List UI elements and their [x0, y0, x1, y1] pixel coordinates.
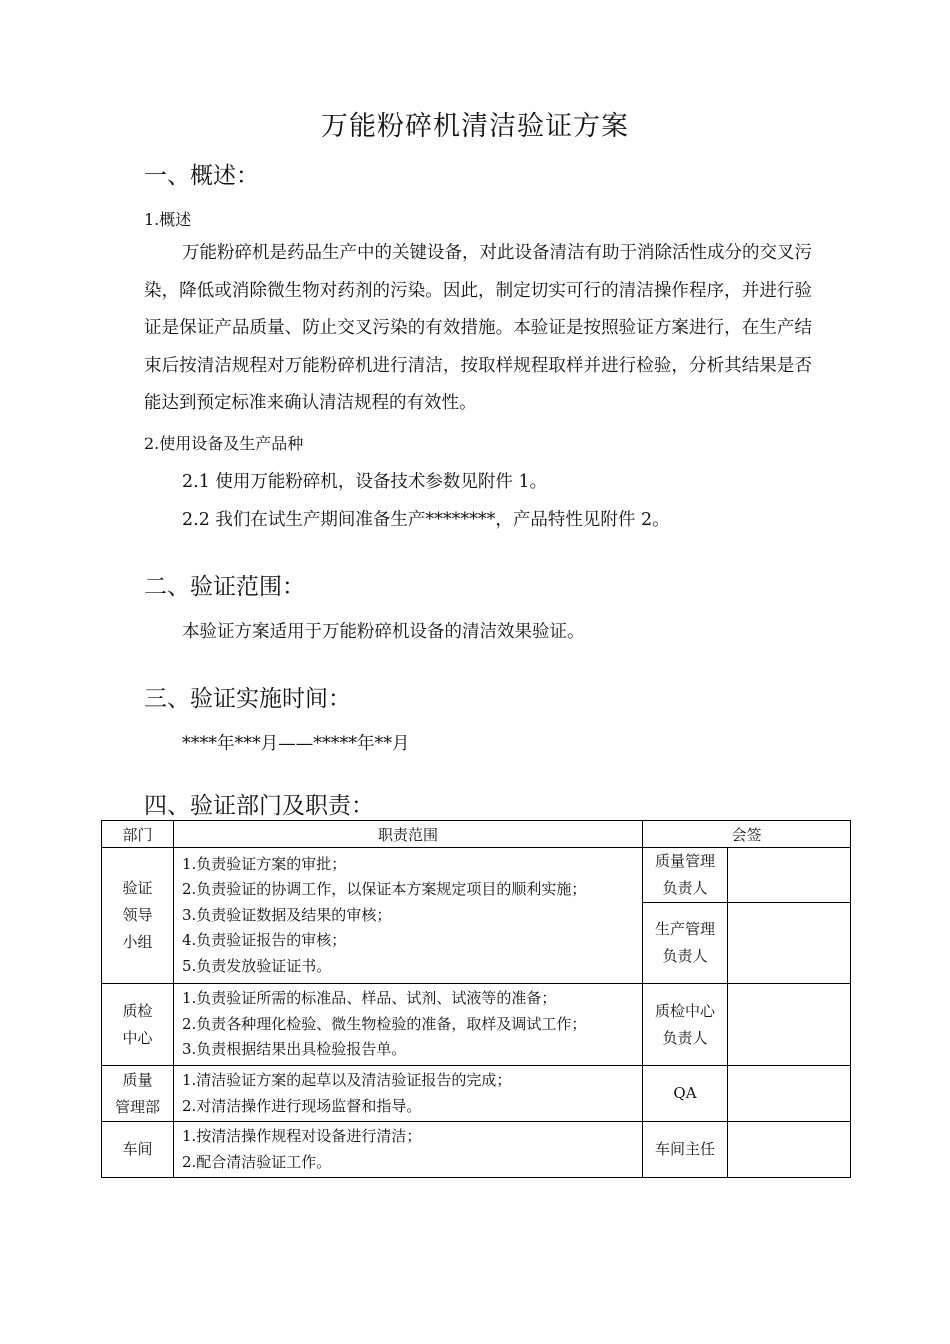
header-duties: 职责范围	[174, 821, 643, 848]
overview-paragraph	[144, 235, 812, 423]
dept-text: 质量	[122, 1070, 153, 1089]
signer-text: 车间主任	[654, 1140, 715, 1158]
dept-text: 管理部	[114, 1097, 160, 1116]
table-header-row	[102, 821, 851, 848]
dept-text: 领导	[122, 906, 153, 924]
dept-cell	[102, 1066, 174, 1122]
signature-blank	[728, 848, 851, 903]
signer-text: 生产管理	[654, 920, 715, 938]
duties-cell	[174, 1066, 643, 1122]
scope-text: 本验证方案适用于万能粉碎机设备的清洁效果验证。	[182, 622, 585, 642]
signer-cell	[643, 903, 728, 984]
section-heading-overview: 一、概述：	[144, 163, 259, 189]
dept-cell	[102, 848, 174, 984]
signer-cell	[643, 1066, 728, 1122]
duty-item: 3.负责验证数据及结果的审核；	[182, 905, 392, 924]
dept-text: 中心	[122, 1028, 153, 1047]
duties-cell	[174, 1122, 643, 1178]
dept-text: 质检	[122, 1001, 153, 1020]
signature-blank	[728, 903, 851, 984]
time-text: ****年***月——*****年**月	[182, 734, 410, 754]
signer-text: 负责人	[662, 947, 708, 965]
signature-blank	[728, 1122, 851, 1178]
signer-cell	[643, 984, 728, 1066]
duty-item: 1.负责验证方案的审批；	[182, 854, 347, 873]
responsibility-table	[101, 820, 851, 1178]
signature-blank	[728, 1066, 851, 1122]
subheading-overview: 1.概述	[144, 210, 192, 229]
duty-item: 1.按清洁操作规程对设备进行清洁；	[182, 1127, 422, 1145]
table-row	[102, 848, 851, 903]
section-heading-time: 三、验证实施时间：	[144, 686, 351, 712]
signature-blank	[728, 984, 851, 1066]
header-department: 部门	[102, 821, 174, 848]
duty-item: 4.负责验证报告的审核；	[182, 931, 347, 950]
dept-text: 验证	[122, 879, 153, 897]
signer-cell	[643, 848, 728, 903]
subheading-equipment: 2.使用设备及生产品种	[144, 434, 304, 453]
table-row	[102, 984, 851, 1066]
duty-item: 5.负责发放验证证书。	[182, 956, 332, 975]
duty-item: 2.负责验证的协调工作，以保证本方案规定项目的顺利实施；	[182, 880, 587, 899]
signer-text: 负责人	[662, 879, 708, 897]
equipment-item-2-2: 2.2 我们在试生产期间准备生产********，产品特性见附件 2。	[182, 510, 670, 530]
duty-item: 2.配合清洁验证工作。	[182, 1152, 332, 1171]
dept-cell	[102, 1122, 174, 1178]
signer-cell	[643, 1122, 728, 1178]
signer-text: 质量管理	[654, 852, 715, 870]
table-row	[102, 1122, 851, 1178]
dept-cell	[102, 984, 174, 1066]
duty-item: 1.负责验证所需的标准品、样品、试剂、试液等的准备；	[182, 989, 557, 1008]
table-row	[102, 1066, 851, 1122]
duty-item: 2.对清洁操作进行现场监督和指导。	[182, 1096, 422, 1115]
signer-text: 质检中心	[654, 1001, 715, 1020]
duty-item: 3.负责根据结果出具检验报告单。	[182, 1040, 407, 1059]
duties-cell	[174, 984, 643, 1066]
duties-cell	[174, 848, 643, 984]
dept-text: 小组	[122, 933, 153, 951]
signer-text: QA	[673, 1084, 697, 1102]
document-title: 万能粉碎机清洁验证方案	[321, 111, 629, 142]
signer-text: 负责人	[662, 1028, 708, 1047]
overview-paragraph-text: 万能粉碎机是药品生产中的关键设备，对此设备清洁有助于消除活性成分的交叉污染，降低或消除微生物对药剂的污染。因此，制定切实可行的清洁操作程序，并进行验证是保证产品质量、防止交叉污染的有效措施。本验证是按照验证方案进行，在生产结束后按清洁规程对万能粉碎机进行清洁，按取样规程取样并进行检验，分析其结果是否能达到预定标准来确认清洁规程的有效性。	[144, 243, 812, 413]
section-heading-departments: 四、验证部门及职责：	[144, 793, 374, 819]
duty-item: 2.负责各种理化检验、微生物检验的准备，取样及调试工作；	[182, 1014, 587, 1033]
header-signoff: 会签	[643, 821, 851, 848]
equipment-item-2-1: 2.1 使用万能粉碎机，设备技术参数见附件 1。	[182, 472, 548, 492]
dept-text: 车间	[122, 1140, 153, 1158]
section-heading-scope: 二、验证范围：	[144, 574, 305, 600]
duty-item: 1.清洁验证方案的起草以及清洁验证报告的完成；	[182, 1071, 512, 1089]
